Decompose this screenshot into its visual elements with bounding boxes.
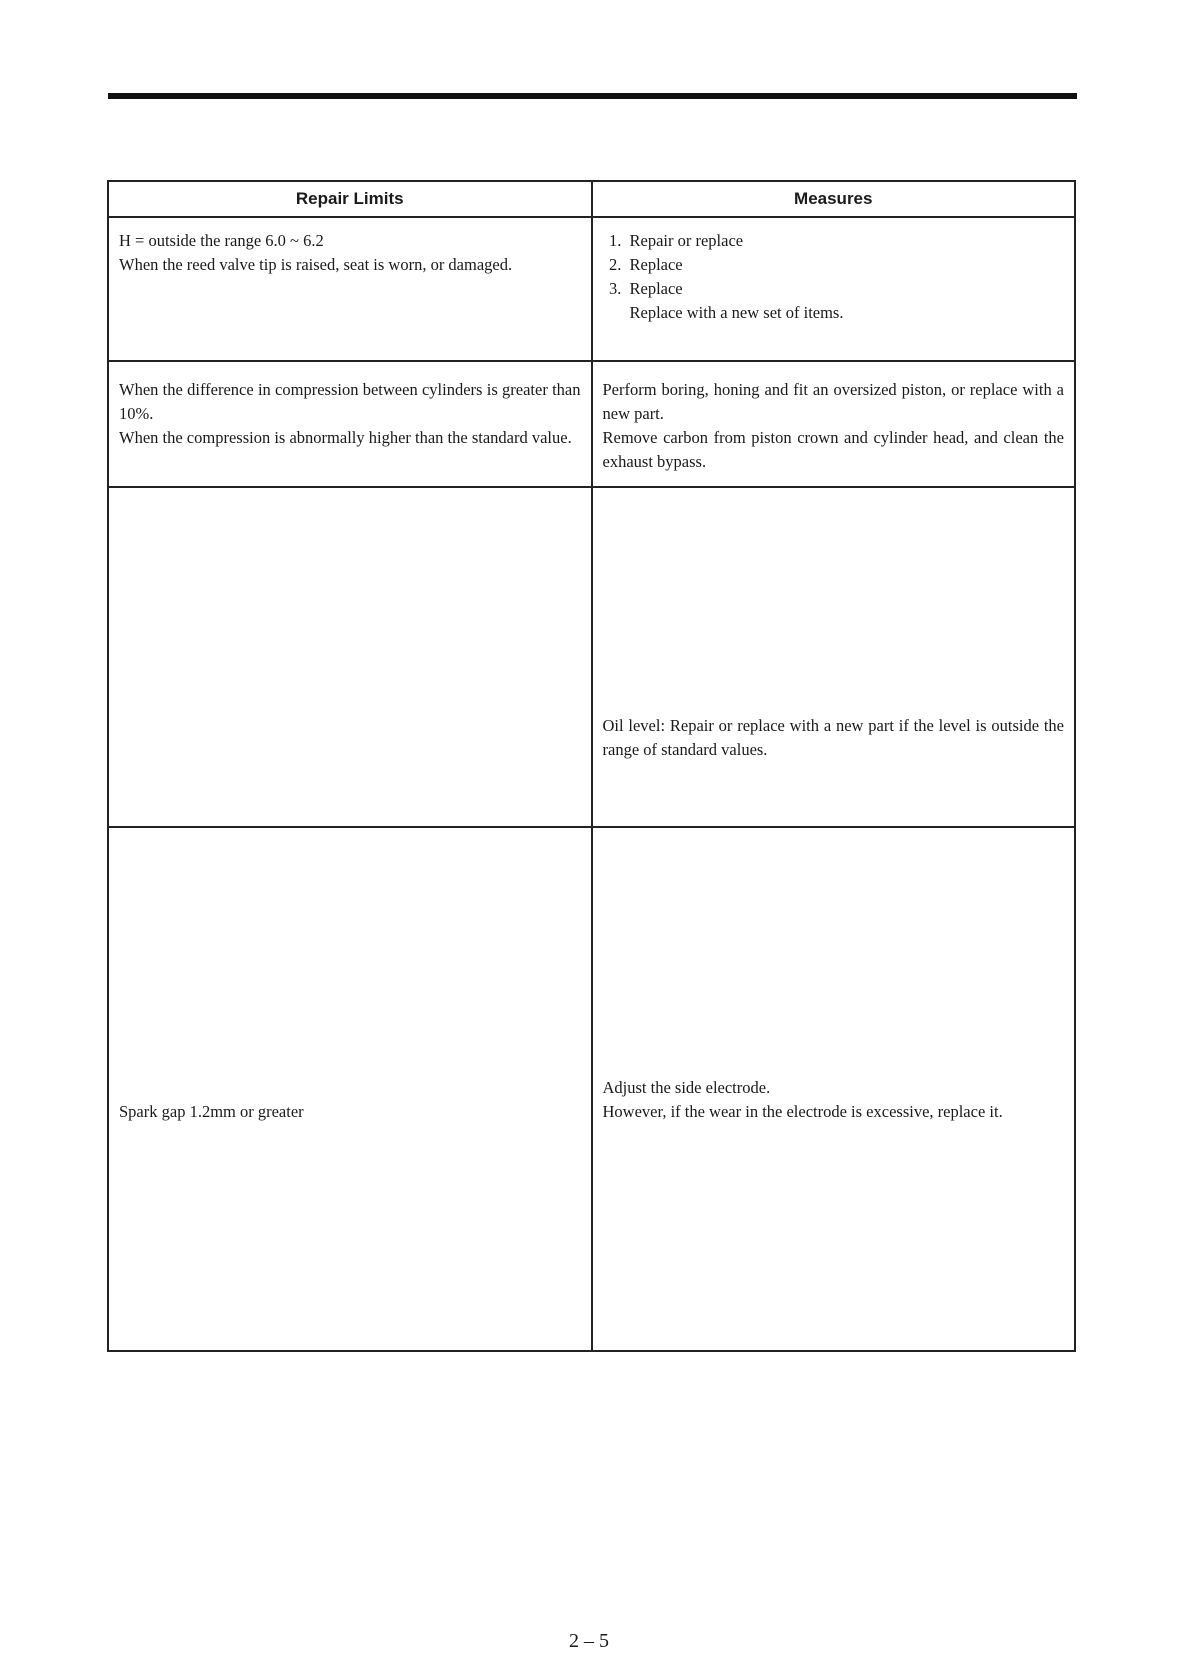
- measure-text: Adjust the side electrode.: [602, 1078, 771, 1097]
- measures-cell: [592, 361, 1076, 487]
- table-row: [108, 827, 1075, 1351]
- top-rule: [108, 93, 1077, 99]
- measure-text: Oil level: Repair or replace with a new part if the level is outside the range of standard values.: [602, 716, 1064, 759]
- measures-cell: [592, 827, 1076, 1351]
- measure-text: Remove carbon from piston crown and cylinder head, and clean the exhaust bypass.: [602, 428, 1064, 471]
- repair-limits-table: [107, 180, 1076, 1352]
- header-measures: Measures: [592, 181, 1076, 217]
- measure-item: 1. Repair or replace: [626, 229, 1065, 253]
- repair-limit-text: When the reed valve tip is raised, seat is worn, or damaged.: [119, 255, 513, 274]
- measures-cell: [592, 487, 1076, 827]
- table-header-row: [108, 181, 1075, 217]
- measure-note: Replace with a new set of items.: [629, 303, 844, 322]
- measure-item: [626, 277, 1065, 325]
- repair-limit-text: When the difference in compression between cylinders is greater than 10%.: [119, 380, 581, 423]
- table-row: [108, 217, 1075, 361]
- header-repair-limits: Repair Limits: [108, 181, 592, 217]
- table-row: [108, 361, 1075, 487]
- repair-limit-text: When the compression is abnormally higher than the standard value.: [119, 428, 572, 447]
- repair-limits-cell: [108, 361, 592, 487]
- measures-cell: [592, 217, 1076, 361]
- measure-item: 2. Replace: [626, 253, 1065, 277]
- table-row: [108, 487, 1075, 827]
- measure-text: However, if the wear in the electrode is excessive, replace it.: [602, 1102, 1003, 1121]
- page-number: 2 – 5: [569, 1630, 609, 1652]
- measure-text: Perform boring, honing and fit an oversized piston, or replace with a new part.: [602, 380, 1064, 423]
- repair-limits-cell: [108, 487, 592, 827]
- repair-limit-text: H = outside the range 6.0 ~ 6.2: [119, 231, 324, 250]
- repair-limits-cell: [108, 827, 592, 1351]
- measure-item-label: Replace: [629, 279, 683, 298]
- measures-list: [593, 229, 1075, 325]
- repair-limits-cell: [108, 217, 592, 361]
- repair-limit-text: Spark gap 1.2mm or greater: [119, 1102, 304, 1121]
